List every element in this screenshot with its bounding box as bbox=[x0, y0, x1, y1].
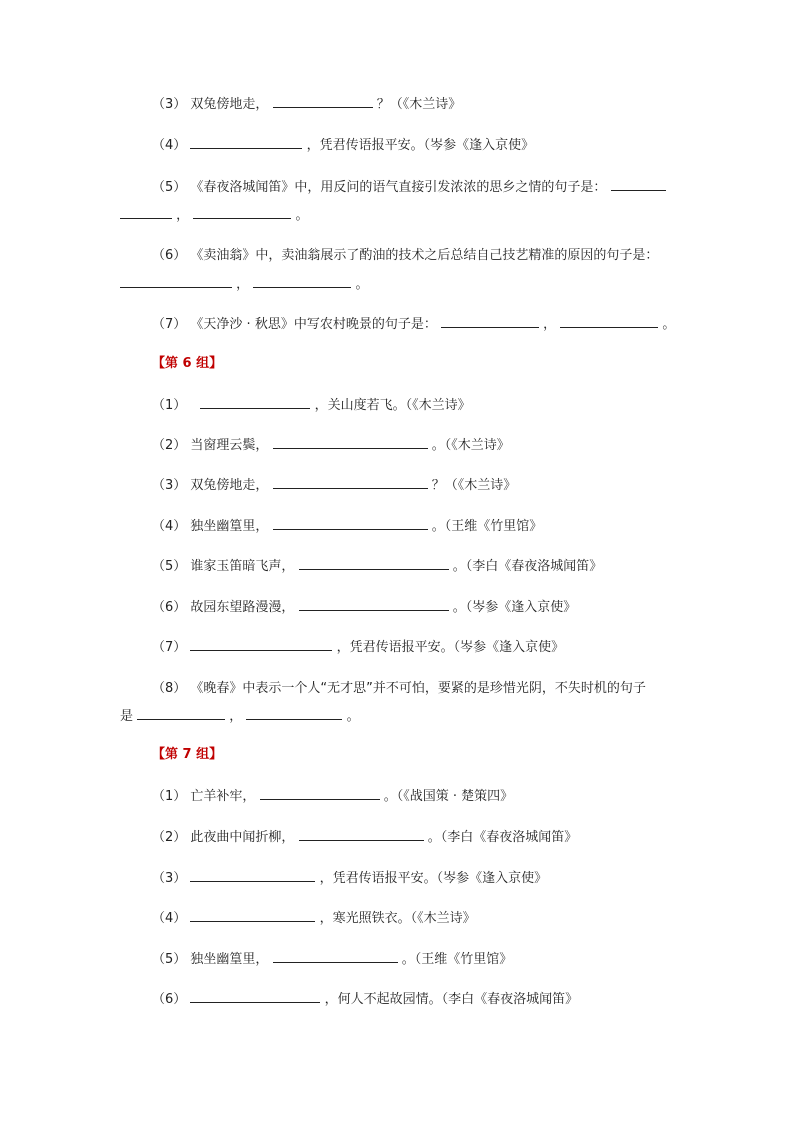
answer-blank[interactable] bbox=[246, 707, 342, 720]
question-5-5 bbox=[152, 178, 666, 197]
question-text: 《春夜洛城闻笛》中，用反问的语气直接引发浓浓的思乡之情的句子是： bbox=[190, 180, 607, 195]
question-text: 当窗理云鬓， bbox=[190, 438, 269, 453]
group-6-heading: 【第 6 组】 bbox=[152, 356, 223, 371]
question-6-4 bbox=[152, 517, 542, 536]
answer-blank[interactable] bbox=[260, 787, 380, 800]
question-5-4 bbox=[152, 136, 534, 155]
question-text: 独坐幽篁里， bbox=[190, 519, 269, 534]
question-text: ？（《木兰诗》 bbox=[376, 97, 462, 112]
answer-blank[interactable] bbox=[273, 950, 398, 963]
question-text: 。（王维《竹里馆》 bbox=[401, 952, 513, 967]
question-text: ，凭君传语报平安。（岑参《逢入京使》 bbox=[319, 871, 548, 886]
question-number: （7） bbox=[152, 640, 187, 655]
question-text: ，凭君传语报平安。（岑参《逢入京使》 bbox=[306, 138, 535, 153]
question-text: 是 bbox=[120, 709, 134, 724]
question-number: （1） bbox=[152, 398, 187, 413]
question-7-4 bbox=[152, 909, 476, 928]
question-number: （2） bbox=[152, 438, 187, 453]
question-text: 独坐幽篁里， bbox=[190, 952, 269, 967]
question-number: （5） bbox=[152, 952, 187, 967]
question-5-6-cont bbox=[120, 275, 368, 294]
question-6-1 bbox=[152, 396, 471, 415]
question-6-8-cont bbox=[120, 707, 360, 726]
answer-blank[interactable] bbox=[299, 598, 449, 611]
end-mark: 。 bbox=[295, 208, 309, 223]
question-text: 谁家玉笛暗飞声， bbox=[190, 559, 295, 574]
question-text: 。（王维《竹里馆》 bbox=[431, 519, 543, 534]
question-text: ，关山度若飞。（《木兰诗》 bbox=[314, 398, 471, 413]
question-number: （5） bbox=[152, 180, 187, 195]
question-number: （2） bbox=[152, 830, 187, 845]
question-6-8 bbox=[152, 680, 646, 698]
separator: ， bbox=[543, 317, 557, 332]
answer-blank[interactable] bbox=[120, 206, 172, 219]
question-number: （8） bbox=[152, 681, 187, 696]
question-number: （3） bbox=[152, 871, 187, 886]
answer-blank[interactable] bbox=[273, 436, 428, 449]
answer-blank[interactable] bbox=[273, 476, 428, 489]
question-6-2 bbox=[152, 436, 510, 455]
group-7-heading: 【第 7 组】 bbox=[152, 747, 223, 762]
question-5-5-cont bbox=[120, 206, 308, 225]
question-7-1 bbox=[152, 787, 513, 806]
answer-blank[interactable] bbox=[190, 990, 320, 1003]
separator: ， bbox=[176, 208, 190, 223]
question-number: （5） bbox=[152, 559, 187, 574]
answer-blank[interactable] bbox=[120, 275, 232, 288]
question-number: （4） bbox=[152, 519, 187, 534]
question-5-6 bbox=[152, 247, 658, 265]
question-text: 《天净沙 · 秋思》中写农村晚景的句子是： bbox=[190, 317, 437, 332]
question-text: ，何人不起故园情。（李白《春夜洛城闻笛》 bbox=[324, 992, 579, 1007]
answer-blank[interactable] bbox=[190, 638, 332, 651]
question-text: ？（《木兰诗》 bbox=[431, 478, 517, 493]
question-text: 双兔傍地走， bbox=[190, 97, 269, 112]
question-7-5 bbox=[152, 950, 512, 969]
question-number: （6） bbox=[152, 248, 187, 263]
question-7-2 bbox=[152, 828, 577, 847]
question-text: 。（《木兰诗》 bbox=[431, 438, 510, 453]
answer-blank[interactable] bbox=[611, 178, 666, 191]
question-7-6 bbox=[152, 990, 578, 1009]
question-text: 《晚春》中表示一个人“无才思”并不可怕，要紧的是珍惜光阴，不失时机的句子 bbox=[190, 681, 646, 696]
separator: ， bbox=[229, 709, 243, 724]
question-text: 《卖油翁》中，卖油翁展示了酌油的技术之后总结自己技艺精准的原因的句子是： bbox=[190, 248, 659, 263]
end-mark: 。 bbox=[346, 709, 360, 724]
answer-blank[interactable] bbox=[193, 206, 291, 219]
question-text: 。（李白《春夜洛城闻笛》 bbox=[427, 830, 578, 845]
answer-blank[interactable] bbox=[560, 315, 658, 328]
answer-blank[interactable] bbox=[273, 517, 428, 530]
question-5-7 bbox=[152, 315, 675, 334]
question-number: （6） bbox=[152, 600, 187, 615]
answer-blank[interactable] bbox=[299, 557, 449, 570]
answer-blank[interactable] bbox=[137, 707, 225, 720]
question-6-6 bbox=[152, 598, 576, 617]
end-mark: 。 bbox=[355, 277, 369, 292]
question-number: （6） bbox=[152, 992, 187, 1007]
question-7-3 bbox=[152, 869, 547, 888]
question-text: 亡羊补牢， bbox=[190, 789, 256, 804]
answer-blank[interactable] bbox=[190, 909, 315, 922]
question-6-5 bbox=[152, 557, 602, 576]
answer-blank[interactable] bbox=[273, 95, 373, 108]
end-mark: 。 bbox=[662, 317, 676, 332]
question-6-3 bbox=[152, 476, 516, 495]
answer-blank[interactable] bbox=[190, 136, 302, 149]
question-text: ，寒光照铁衣。（《木兰诗》 bbox=[319, 911, 476, 926]
question-text: 。（岑参《逢入京使》 bbox=[452, 600, 577, 615]
question-5-3 bbox=[152, 95, 461, 114]
separator: ， bbox=[236, 277, 250, 292]
question-number: （3） bbox=[152, 478, 187, 493]
answer-blank[interactable] bbox=[190, 869, 315, 882]
question-number: （3） bbox=[152, 97, 187, 112]
question-6-7 bbox=[152, 638, 564, 657]
answer-blank[interactable] bbox=[253, 275, 351, 288]
question-text: 双兔傍地走， bbox=[190, 478, 269, 493]
answer-blank[interactable] bbox=[299, 828, 424, 841]
question-text: 故园东望路漫漫， bbox=[190, 600, 295, 615]
question-text: ，凭君传语报平安。（岑参《逢入京使》 bbox=[336, 640, 565, 655]
question-number: （7） bbox=[152, 317, 187, 332]
question-number: （4） bbox=[152, 911, 187, 926]
answer-blank[interactable] bbox=[441, 315, 539, 328]
question-text: 。（《战国策 · 楚策四》 bbox=[383, 789, 514, 804]
question-text: 。（李白《春夜洛城闻笛》 bbox=[452, 559, 603, 574]
question-number: （1） bbox=[152, 789, 187, 804]
question-number: （4） bbox=[152, 138, 187, 153]
question-text: 此夜曲中闻折柳， bbox=[190, 830, 295, 845]
answer-blank[interactable] bbox=[200, 396, 310, 409]
